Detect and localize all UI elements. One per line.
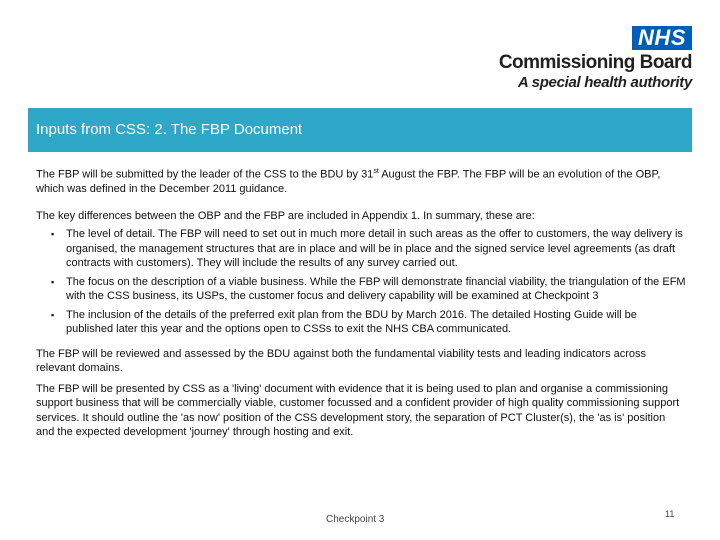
paragraph-key-differences: The key differences between the OBP and the FBP are included in Appendix 1. In summary, these are: [36,209,535,222]
nhs-logo [492,26,692,92]
nhs-logo-mark: NHS [632,26,692,50]
paragraph-submission-end: August the FBP. The FBP will be an evolution of the OBP, which was defined in the December 2011 guidance. [36,168,661,196]
paragraph-review: The FBP will be reviewed and assessed by the BDU against both the fundamental viability tests and leading indicators across relevant domains. [36,347,647,375]
list-item [36,308,686,337]
logo-tagline: A special health authority [517,74,692,91]
footer-label: Checkpoint 3 [326,514,385,525]
slide-title: Inputs from CSS: 2. The FBP Document [36,121,303,138]
logo-organisation-name: Commissioning Board [498,52,692,73]
paragraph-presentation: The FBP will be presented by CSS as a 'living' document with evidence that it is being used to plan and organise a commissioning support business that will be commercially viable, customer focussed and a confident provider of high quality commissioning support services. It should outline the 'as now' position of the CSS development story, the separation of PCT Cluster(s), the 'as is' position and the expected development 'journey' through hosting and exit. [36,382,680,439]
list-item [36,275,686,304]
ordinal-suffix: st [373,168,379,175]
list-item-text: The inclusion of the details of the preferred exit plan from the BDU by March 2016. The detailed Hosting Guide will be published later this year and the options open to CSSs to exit the NHS CBA communicated. [66,308,637,336]
title-banner [28,108,692,152]
bullet-icon: ▪ [51,276,55,287]
list-item-text: The focus on the description of a viable business. While the FBP will demonstrate financial viability, the triangulation of the EFM with the CSS business, its USPs, the customer focus and delivery capability will be examined at Checkpoint 3 [66,275,686,303]
paragraph-submission [36,165,686,197]
list-item [36,227,686,271]
bullet-icon: ▪ [51,229,55,240]
paragraph-submission-start: The FBP will be submitted by the leader of the CSS to the BDU by 31 [36,168,374,181]
bullet-icon: ▪ [51,309,55,320]
differences-list [36,227,686,337]
list-item-text: The level of detail. The FBP will need to set out in much more detail in such areas as the offer to customers, the way delivery is organised, the management structures that are in place and will be in place and the signed service level agreements (as draft contracts with customers). They will include the results of any survey carried out. [66,228,683,270]
page-number: 11 [665,509,675,519]
slide-body [36,165,686,440]
